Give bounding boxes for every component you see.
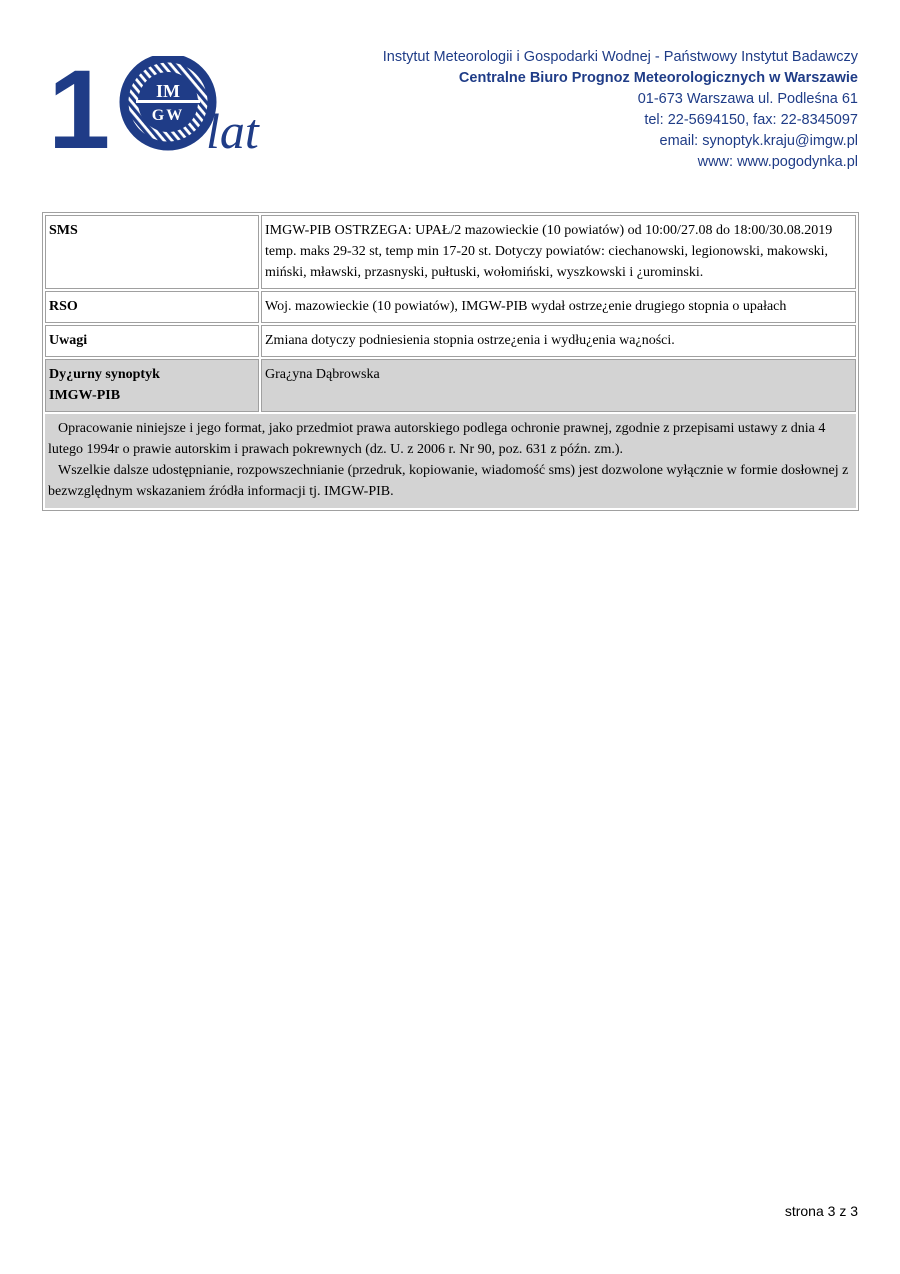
address: 01-673 Warszawa ul. Podleśna 61 bbox=[637, 91, 858, 107]
logo-numeral: 1 bbox=[48, 56, 111, 156]
copyright-notice bbox=[45, 414, 856, 508]
logo-graphic bbox=[48, 56, 278, 156]
table-row-footer bbox=[45, 414, 856, 508]
row-value-uwagi: Zmiana dotyczy podniesienia stopnia ostrze¿enia i wydłu¿enia wa¿ności. bbox=[261, 325, 856, 357]
row-label-sms: SMS bbox=[45, 215, 259, 289]
logo-circle-text-top: IM bbox=[156, 81, 180, 101]
phone-fax: tel: 22-5694150, fax: 22-8345097 bbox=[644, 112, 858, 128]
row-label-uwagi: Uwagi bbox=[45, 325, 259, 357]
logo-lat-text: lat bbox=[206, 103, 259, 156]
row-label-synoptyk-line2: IMGW-PIB bbox=[49, 388, 121, 403]
institute-header bbox=[383, 47, 858, 173]
copyright-para-2-text: Wszelkie dalsze udostępnianie, rozpowszechnianie (przedruk, kopiowanie, wiadomość sms) jest dozwolone wyłącznie w formie dosłownej z bezwzględnym wskazaniem źródła informacji tj. IMGW-PIB. bbox=[48, 463, 849, 499]
row-value-synoptyk: Gra¿yna Dąbrowska bbox=[261, 359, 856, 412]
imgw-100-lat-logo bbox=[48, 56, 278, 156]
table-row-sms bbox=[45, 215, 856, 289]
row-label-synoptyk bbox=[45, 359, 259, 412]
email: email: synoptyk.kraju@imgw.pl bbox=[659, 133, 858, 149]
logo-circle-text-bottom: GW bbox=[151, 107, 185, 124]
warning-table bbox=[42, 212, 859, 511]
row-value-sms: IMGW-PIB OSTRZEGA: UPAŁ/2 mazowieckie (10 powiatów) od 10:00/27.08 do 18:00/30.08.2019 temp. maks 29-32 st, temp min 17-20 st. Dotyczy powiatów: ciechanowski, legionowski, makowski, miński, mławski, przasnyski, pułtuski, wołomiński, wyszkowski i ¿urominski. bbox=[261, 215, 856, 289]
table-row-uwagi bbox=[45, 325, 856, 357]
table-row-rso bbox=[45, 291, 856, 323]
row-label-synoptyk-line1: Dy¿urny synoptyk bbox=[49, 367, 160, 382]
row-label-rso: RSO bbox=[45, 291, 259, 323]
copyright-para-1-text: Opracowanie niniejsze i jego format, jako przedmiot prawa autorskiego podlega ochronie prawnej, zgodnie z przepisami ustawy z dnia 4 lutego 1994r o prawie autorskim i prawach pokrewnych (dz. U. z 2006 r. Nr 90, poz. 631 z późn. zm.). bbox=[48, 421, 826, 457]
website: www: www.pogodynka.pl bbox=[697, 154, 858, 170]
copyright-para-1 bbox=[48, 418, 853, 460]
page-number: strona 3 z 3 bbox=[784, 1203, 858, 1219]
institute-name: Instytut Meteorologii i Gospodarki Wodnej - Państwowy Instytut Badawczy bbox=[382, 49, 858, 65]
table-row-synoptyk bbox=[45, 359, 856, 412]
row-value-rso: Woj. mazowieckie (10 powiatów), IMGW-PIB wydał ostrze¿enie drugiego stopnia o upałach bbox=[261, 291, 856, 323]
copyright-para-2 bbox=[48, 460, 853, 502]
bureau-name: Centralne Biuro Prognoz Meteorologicznych w Warszawie bbox=[458, 70, 858, 86]
